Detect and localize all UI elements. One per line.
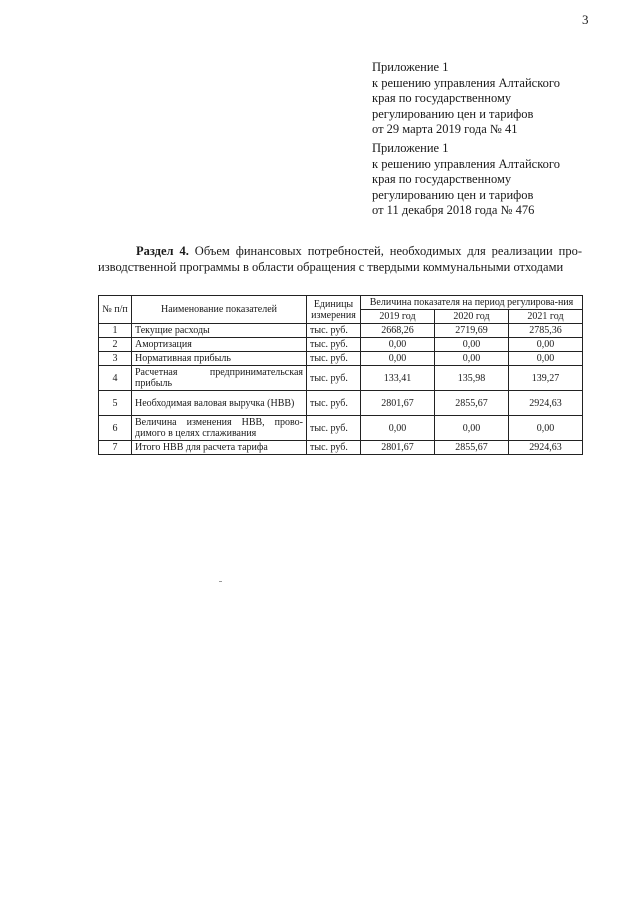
value-2021: 2924,63: [509, 441, 583, 455]
row-number: 4: [99, 366, 132, 391]
value-2020: 0,00: [435, 338, 509, 352]
value-2021: 139,27: [509, 366, 583, 391]
section-heading: [98, 244, 582, 275]
appendix-line: Приложение 1: [372, 60, 449, 74]
row-indicator-name: Необходимая валовая выручка (НВВ): [132, 391, 307, 416]
appendix-header-original: [372, 141, 560, 219]
value-2020: 2855,67: [435, 391, 509, 416]
value-2020: 2855,67: [435, 441, 509, 455]
table-row: [99, 416, 583, 441]
row-indicator-name: Текущие расходы: [132, 324, 307, 338]
row-number: 1: [99, 324, 132, 338]
value-2019: 2801,67: [361, 391, 435, 416]
row-unit: тыс. руб.: [307, 366, 361, 391]
row-unit: тыс. руб.: [307, 352, 361, 366]
row-unit: тыс. руб.: [307, 391, 361, 416]
appendix-line: к решению управления Алтайского: [372, 156, 560, 171]
row-indicator-name: Расчетная предпринимательская прибыль: [132, 366, 307, 391]
table-row: [99, 391, 583, 416]
row-number: 3: [99, 352, 132, 366]
header-year-2019: 2019 год: [361, 310, 435, 324]
row-indicator-name: Итого НВВ для расчета тарифа: [132, 441, 307, 455]
row-number: 2: [99, 338, 132, 352]
header-year-2020: 2020 год: [435, 310, 509, 324]
value-2021: 0,00: [509, 338, 583, 352]
value-2019: 133,41: [361, 366, 435, 391]
row-unit: тыс. руб.: [307, 324, 361, 338]
row-number: 5: [99, 391, 132, 416]
value-2019: 2668,26: [361, 324, 435, 338]
row-number: 7: [99, 441, 132, 455]
appendix-line: от 29 марта 2019 года № 41: [372, 122, 518, 136]
section-label: Раздел 4.: [136, 244, 189, 258]
value-2019: 0,00: [361, 416, 435, 441]
value-2020: 135,98: [435, 366, 509, 391]
value-2021: 2924,63: [509, 391, 583, 416]
scan-speck: [219, 581, 222, 582]
value-2019: 0,00: [361, 338, 435, 352]
value-2021: 2785,36: [509, 324, 583, 338]
value-2019: 0,00: [361, 352, 435, 366]
value-2019: 2801,67: [361, 441, 435, 455]
appendix-line: от 11 декабря 2018 года № 476: [372, 203, 535, 217]
financial-needs-table: [98, 295, 583, 455]
row-indicator-name: Амортизация: [132, 338, 307, 352]
value-2020: 2719,69: [435, 324, 509, 338]
row-number: 6: [99, 416, 132, 441]
header-row-number: № п/п: [99, 296, 132, 324]
value-2021: 0,00: [509, 352, 583, 366]
appendix-line: регулированию цен и тарифов: [372, 187, 534, 202]
header-year-2021: 2021 год: [509, 310, 583, 324]
header-indicator-name: Наименование показателей: [132, 296, 307, 324]
table-row: [99, 324, 583, 338]
row-unit: тыс. руб.: [307, 416, 361, 441]
row-indicator-name: Нормативная прибыль: [132, 352, 307, 366]
appendix-line: регулированию цен и тарифов: [372, 106, 534, 121]
row-unit: тыс. руб.: [307, 441, 361, 455]
appendix-line: края по государственному: [372, 91, 512, 105]
appendix-header-current: [372, 60, 560, 138]
table-row: [99, 352, 583, 366]
value-2020: 0,00: [435, 416, 509, 441]
appendix-line: края по государственному: [372, 172, 512, 186]
value-2021: 0,00: [509, 416, 583, 441]
value-2020: 0,00: [435, 352, 509, 366]
row-unit: тыс. руб.: [307, 338, 361, 352]
appendix-line: к решению управления Алтайского: [372, 75, 560, 90]
header-unit: Единицы измерения: [307, 296, 361, 324]
section-title-line2: изводственной программы в области обращения с твердыми коммунальными отходами: [98, 259, 564, 274]
header-regulation-period: Величина показателя на период регулирова-ния: [361, 296, 583, 310]
section-title-line1: Объем финансовых потребностей, необходимых для реализации про-: [188, 244, 582, 258]
page-number: 3: [582, 12, 589, 27]
table-row: [99, 441, 583, 455]
row-indicator-name: Величина изменения НВВ, прово-димого в целях сглаживания: [132, 416, 307, 441]
appendix-line: Приложение 1: [372, 141, 449, 155]
table-row: [99, 338, 583, 352]
table-row: [99, 366, 583, 391]
